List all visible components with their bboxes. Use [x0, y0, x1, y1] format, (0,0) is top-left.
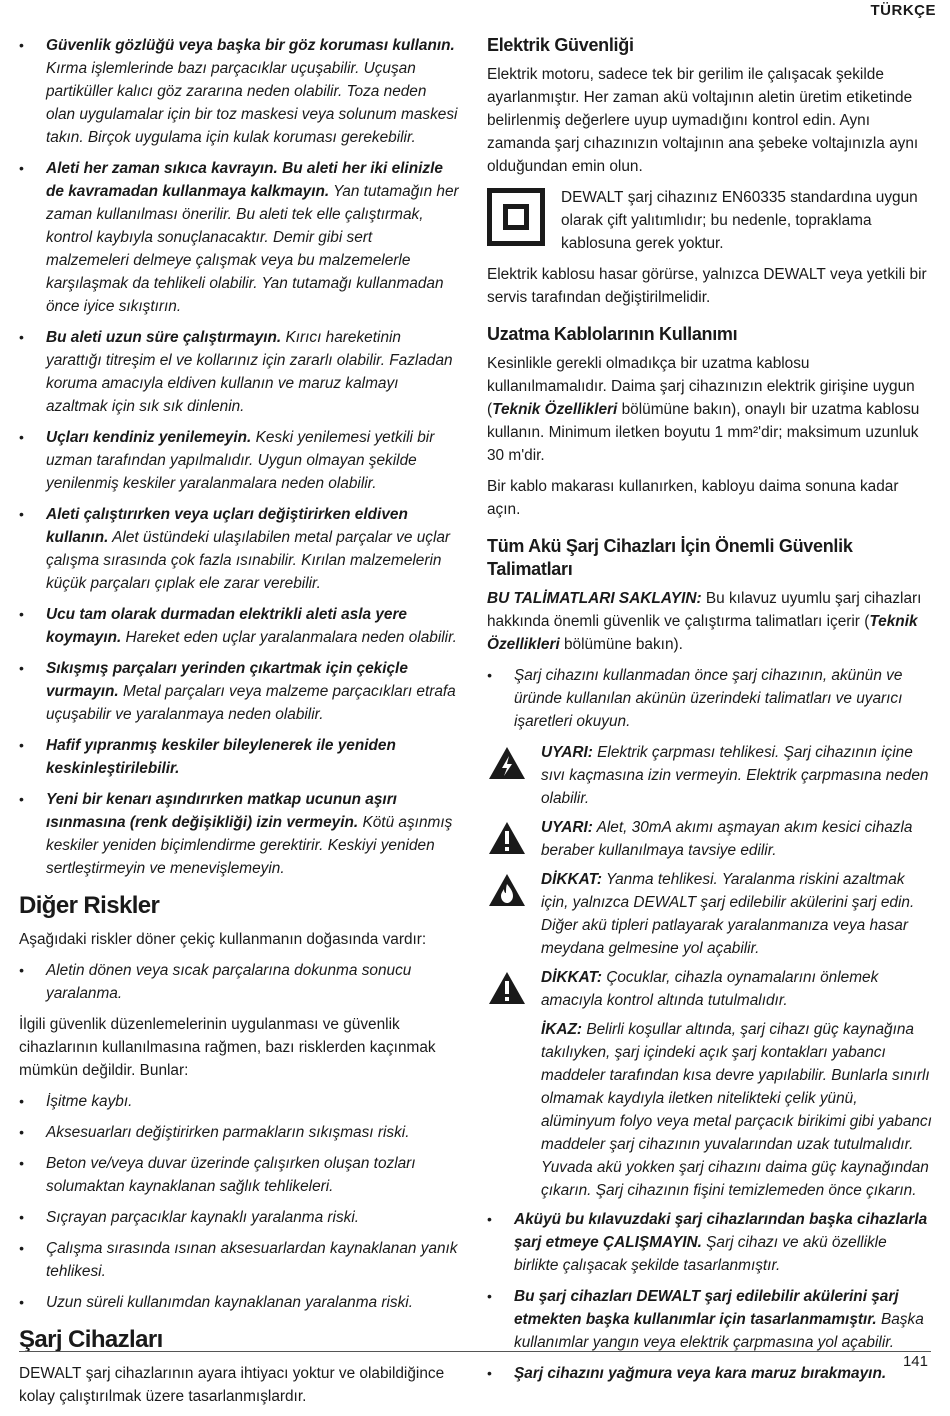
page-number: 141 — [902, 1353, 928, 1370]
extension-cord-title: Uzatma Kablolarının Kullanımı — [487, 324, 738, 344]
other-risks-paragraph: İlgili güvenlik düzenlemelerinin uygulanması ve güvenlik cihazlarının kullanılmasına rağmen, bazı risklerden kaçınmak mümkün değildir. Bunlar: — [19, 1016, 436, 1079]
chargers-text: DEWALT şarj cihazlarının ayara ihtiyacı yoktur ve olabildiğince kolay çalıştırılmak üzere tasarlanmışlardır. — [19, 1365, 445, 1405]
extension-cord-text: Kesinlikle gerekli olmadıkça bir uzatma kablosu kullanılmamalıdır. Daima şarj cihazınızın elektrik girişine uygun (Teknik Özellikleri bölümüne bakın), onaylı bir uzatma kablosu kullanın. Minimum iletken boyutu 1 mm²'dir; maksimum uzunluk 30 m'dir. — [487, 355, 920, 464]
safety-bullet: • Güvenlik gözlüğü veya başka bir göz koruması kullanın. Kırma işlemlerinde bazı parçacıklar uçuşabilir. Uçuşan partiküller kalıcı göz zararına neden olabilir. Toza neden olan uygulamalar için bir toz maskesi veya solunum maskesi takın. Birçok uygulama için kulak koruması gerekebilir. — [19, 34, 459, 149]
safety-bullet: • Yeni bir kenarı aşındırırken matkap ucunun aşırı ısınmasına (renk değişikliği) izin vermeyin. Kötü aşınmış keskiler yeniden biçimlendirme gerektirir. Keskiyi yeniden sertleştirmeyin ve menevişlemeyin. — [19, 788, 459, 880]
risk-item: • Çalışma sırasında ısınan aksesuarlardan kaynaklanan yanık tehlikesi. — [19, 1237, 459, 1283]
warning-rcd: UYARI: Alet, 30mA akımı aşmayan akım kesici cihazla beraber kullanılmaya tavsiye edilir. — [487, 816, 932, 862]
double-insulation-icon — [487, 188, 545, 246]
read-instructions-bullet: • Şarj cihazını kullanmadan önce şarj cihazının, akünün ve üründe kullanılan akünün üzerindeki talimatları ve uyarıcı işaretleri okuyun. — [487, 664, 932, 733]
left-column — [19, 34, 459, 1416]
other-risks-intro: Aşağıdaki riskler döner çekiç kullanmanın doğasında vardır: — [19, 931, 427, 948]
fire-warning-icon — [487, 872, 527, 908]
risk-item: • Uzun süreli kullanımdan kaynaklanan yaralanma riski. — [19, 1291, 459, 1314]
risk-list — [19, 1090, 459, 1314]
brand-name: DEWALT — [561, 189, 624, 206]
brand-name: DEWALT — [763, 266, 826, 283]
risk-item: • Sıçrayan parçacıklar kaynaklı yaralanma riski. — [19, 1206, 459, 1229]
other-risks-title: Diğer Riskler — [19, 892, 160, 919]
cord-replacement-text: Elektrik kablosu hasar görürse, yalnızca DEWALT veya yetkili bir servis tarafından değiştirilmelidir. — [487, 266, 927, 306]
chargers-title: Şarj Cihazları — [19, 1326, 163, 1353]
charger-compat-bullet: • Aküyü bu kılavuzdaki şarj cihazlarından başka cihazlarla şarj etmeye ÇALIŞMAYIN. Şarj cihazı ve akü özellikle birlikte çalışacak şekilde tasarlanmıştır. — [487, 1208, 932, 1277]
charger-instructions-title: Tüm Akü Şarj Cihazları İçin Önemli Güvenlik Talimatları — [487, 536, 853, 579]
cable-reel-text: Bir kablo makarası kullanırken, kabloyu daima sonuna kadar açın. — [487, 478, 899, 518]
electrical-safety-text: Elektrik motoru, sadece tek bir gerilim ile çalışacak şekilde ayarlanmıştır. Her zaman akü voltajının aletin üretim etiketinde belirlenmiş değerlere uyup uymadığını kontrol edin. Aynı zamanda şarj cıhazınızın voltajının ana şebeke voltajınızla aynı olduğundan emin olun. — [487, 66, 919, 175]
safety-bullet: • Bu aleti uzun süre çalıştırmayın. Kırıcı hareketinin yarattığı titreşim el ve kollarınız için zararlı olabilir. Fazladan koruma amacıyla eldiven kullanın ve maruz kalmayı azaltmak için sık sık dinlenin. — [19, 326, 459, 418]
safety-bullet: • Hafif yıpranmış keskiler bileylenerek ile yeniden keskinleştirilebilir. — [19, 734, 459, 780]
caution-children: DİKKAT: Çocuklar, cihazla oynamalarını önlemek amacıyla kontrol altında tutulmalıdır. — [487, 966, 932, 1012]
risk-item: • İşitme kaybı. — [19, 1090, 459, 1113]
risk-item: • Beton ve/veya duvar üzerinde çalışırken oluşan tozları solumaktan kaynaklanan sağlık tehlikeleri. — [19, 1152, 459, 1198]
safety-bullet: • Sıkışmış parçaları yerinden çıkartmak için çekiçle vurmayın. Metal parçaları veya malzeme parçacıkları etrafa uçuşabilir ve yaralanmaya neden olabilir. — [19, 657, 459, 726]
other-risks-bullet: • Aletin dönen veya sıcak parçalarına dokunma sonucu yaralanma. — [19, 959, 459, 1005]
safety-bullet: • Ucu tam olarak durmadan elektrikli aleti asla yere koymayın. Hareket eden uçlar yaralanmalara neden olabilir. — [19, 603, 459, 649]
safety-bullet: • Aleti çalıştırırken veya uçları değiştirirken eldiven kullanın. Alet üstündeki ulaşılabilen metal parçalar ve uçlar çalışma sırasında çok fazla ısınabilir. Kırılan malzemelerin küçük parçaları çıplak ele zarar verebilir. — [19, 503, 459, 595]
double-insulation-text: DEWALT şarj cihazınız EN60335 standardına uygun olarak çift yalıtımlıdır; bu nedenle, topraklama kablosuna gerek yoktur. — [561, 189, 918, 252]
safety-bullet-list — [19, 34, 459, 880]
language-label: TÜRKÇE — [870, 2, 936, 19]
risk-item: • Aksesuarları değiştirirken parmakların sıkışması riski. — [19, 1121, 459, 1144]
charger-usage-bullet: • Bu şarj cihazları DEWALT şarj edilebilir akülerini şarj etmekten başka kullanımlar için tasarlanmamıştır. Başka kullanımlar yangın veya elektrik çarpmasına yol açabilir. — [487, 1285, 932, 1354]
rain-snow-bullet: • Şarj cihazını yağmura veya kara maruz bırakmayın. — [487, 1362, 932, 1385]
right-column — [487, 34, 932, 1393]
safety-bullet: • Uçları kendiniz yenilemeyin. Keski yenilemesi yetkili bir uzman tarafından yapılmalıdır. Uygun olmayan şekilde yenilenmiş keskiler yaralanmalara neden olabilir. — [19, 426, 459, 495]
warning-triangle-icon — [487, 970, 527, 1006]
warning-triangle-icon — [487, 820, 527, 856]
electric-shock-warning-icon — [487, 745, 527, 781]
save-instructions-text: BU TALİMATLARI SAKLAYIN: Bu kılavuz uyumlu şarj cihazları hakkında önemli güvenlik ve çalıştırma talimatları içerir (Teknik Özellikleri bölümüne bakın). — [487, 590, 922, 653]
notice-short-circuit: İKAZ: Belirli koşullar altında, şarj cihazı güç kaynağına takılıyken, şarj içindeki açık şarj kontakları yabancı maddeler tarafından kısa devre yapılabilir. Bunlarla sınırlı olmamak kaydıyla iletken nitelikteki çelik yünü, alüminyum folyo veya metal parçacık birikimi gibi yabancı maddeler şarj cihazının yuvalarından uzak tutulmalıdır. Yuvada akü yokken şarj cihazını daima güç kaynağından çıkarın. Şarj cihazının fişini temizlemeden önce çıkarın. — [541, 1021, 932, 1199]
safety-bullet: • Aleti her zaman sıkıca kavrayın. Bu aleti her iki elinizle de kavramadan kullanmaya kalkmayın. Yan tutamağın her zaman kullanılması önerilir. Bu aleti tek elle çalıştırmak, kontrol kaybıyla sonuçlanacaktır. Demir gibi sert malzemeleri delmeye çalışmak veya bu malzemelerle karşılaşmak da tehlikeli olabilir. Yan tutamağı kullanmadan önce iyice sıkıştırın. — [19, 157, 459, 318]
electrical-safety-title: Elektrik Güvenliği — [487, 35, 634, 55]
brand-name: DEWALT — [19, 1365, 82, 1382]
caution-burn: DİKKAT: Yanma tehlikesi. Yaralanma riskini azaltmak için, yalnızca DEWALT şarj edilebilir akülerini şarj edin. Diğer akü tipleri patlayarak yaralanmanıza veya hasar meydana gelmesine yol açabilir. — [487, 868, 932, 960]
double-insulation-row — [487, 186, 932, 255]
warning-electric-shock: UYARI: Elektrik çarpması tehlikesi. Şarj cihazının içine sıvı kaçmasına izin vermeyin. Elektrik çarpmasına neden olabilir. — [487, 741, 932, 810]
footer-divider — [19, 1351, 931, 1352]
